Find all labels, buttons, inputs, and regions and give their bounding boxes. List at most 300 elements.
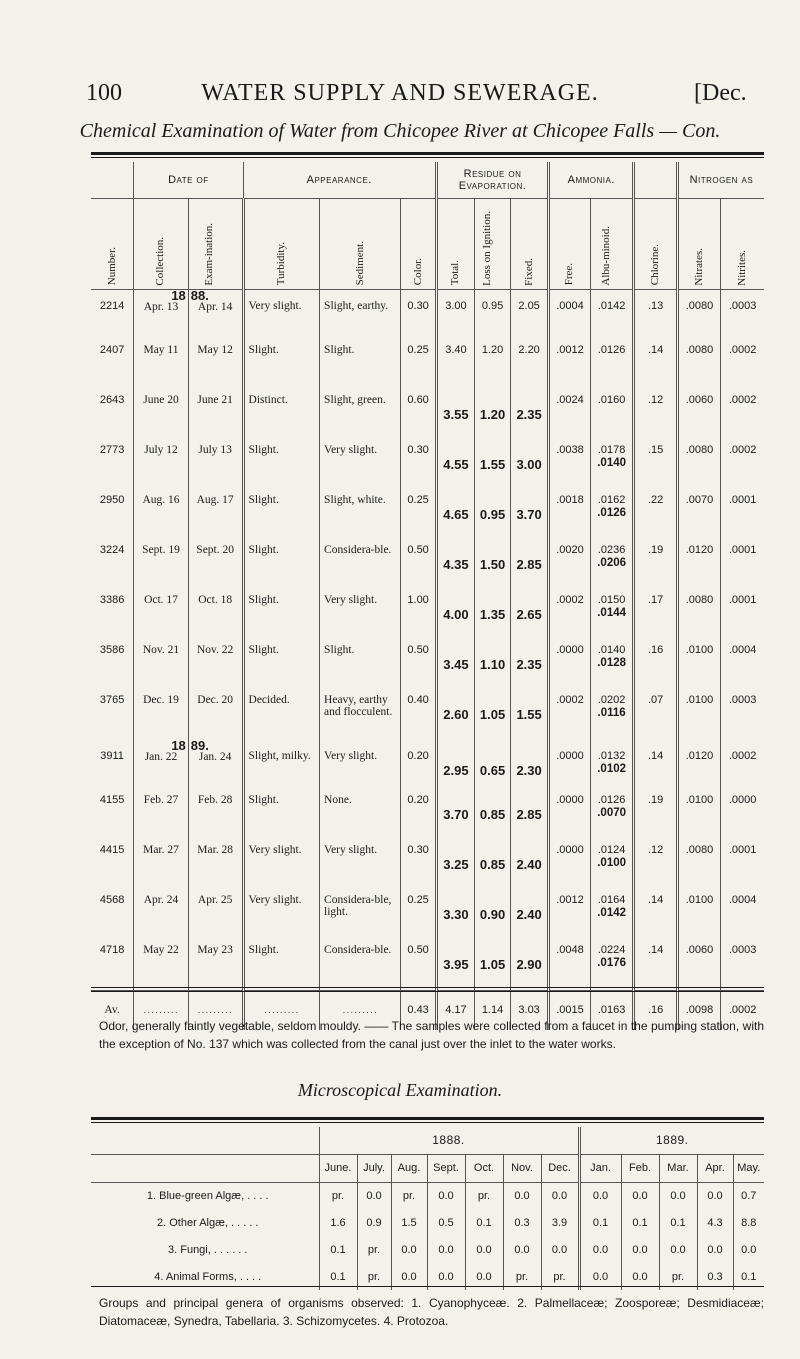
cell-nitri: .0001 (728, 593, 757, 606)
cell-free: .0002 (556, 593, 584, 606)
cell-chl: .13 (647, 299, 664, 312)
col-color: Color. (411, 258, 424, 286)
cell-turb: Slight. (248, 343, 279, 356)
cell-loss: 1.35 (479, 606, 506, 622)
cell-chl: .19 (647, 543, 664, 556)
cell-nitra: .0070 (685, 493, 714, 506)
cell-color: 0.50 (407, 943, 429, 956)
micro-cell: pr. (319, 1182, 357, 1209)
micro-cell: 0.0 (541, 1236, 579, 1263)
cell-nitra: .0100 (685, 693, 714, 706)
table-title: Chemical Examination of Water from Chicopee River at Chicopee Falls — Con. (79, 120, 721, 142)
col-loss: Loss on Ignition. (480, 210, 493, 286)
micro-cell: 0.7 (733, 1182, 764, 1209)
cell-total: 3.95 (443, 956, 469, 972)
micro-cell: 0.0 (621, 1263, 659, 1290)
cell-total: 3.45 (443, 656, 469, 672)
sampling-note: Odor, generally faintly vegetable, seldom mouldy. —— The samples were collected from a faucet in the pumping station, with the exception of No. 137 which was collected from the canal just over the inlet to the water works. (99, 1019, 764, 1051)
top-rule (91, 152, 764, 155)
cell-free: .0000 (556, 749, 584, 762)
micro-row-label: 4. Animal Forms, . . . . (154, 1270, 262, 1283)
cell-coll: Feb. 27 (143, 793, 179, 806)
cell-nitra: .0120 (685, 749, 714, 762)
micro-cell: 0.1 (659, 1209, 697, 1236)
table-row (91, 590, 764, 640)
cell-free: .0002 (556, 693, 584, 706)
cell-coll: May 22 (143, 943, 179, 956)
year-mark: 18 (171, 737, 186, 753)
cell-alb: .0178 (597, 443, 626, 456)
cell-alb-second: .0176 (597, 956, 627, 969)
cell-alb-second: .0144 (597, 606, 627, 619)
cell-turb: Slight. (248, 643, 279, 656)
micro-cell: pr. (357, 1236, 391, 1263)
cell-sed: None. (324, 793, 352, 806)
cell-turb: Slight. (248, 493, 279, 506)
cell-num: 4718 (99, 943, 125, 956)
cell-alb: .0164 (597, 893, 626, 906)
micro-cell: 0.0 (659, 1236, 697, 1263)
cell-chl: .14 (647, 943, 664, 956)
cell-num: 2643 (99, 393, 125, 406)
cell-sed: Heavy, earthy and flocculent. (324, 693, 393, 718)
cell-turb: Distinct. (248, 393, 288, 406)
cell-alb-second: .0206 (597, 556, 627, 569)
cell-loss: 0.90 (479, 906, 506, 922)
micro-cell: 0.0 (427, 1263, 465, 1290)
micro-row (91, 1236, 764, 1263)
cell-total: 3.55 (443, 406, 469, 422)
micro-cell: 0.0 (579, 1263, 621, 1290)
cell-color: 0.25 (407, 893, 429, 906)
cell-nitra: .0100 (685, 793, 714, 806)
cell-turb: Slight, milky. (248, 749, 311, 762)
micro-month: Mar. (659, 1154, 697, 1182)
year-mark: 89. (190, 737, 209, 753)
micro-year-1888: 1888. (319, 1127, 579, 1154)
cell-coll: Nov. 21 (142, 643, 180, 656)
micro-cell: 0.0 (733, 1236, 764, 1263)
micro-cell: pr. (391, 1182, 427, 1209)
cell-alb: .0236 (597, 543, 626, 556)
cell-nitra: .0100 (685, 643, 714, 656)
col-examination: Exam-ination. (203, 222, 216, 286)
cell-coll: Mar. 27 (143, 843, 179, 856)
cell-turb: Slight. (248, 793, 279, 806)
header-appearance: Appearance. (243, 162, 436, 198)
micro-cell: 0.0 (697, 1236, 733, 1263)
cell-nitri: .0002 (728, 343, 757, 356)
cell-color: 0.60 (407, 393, 429, 406)
micro-cell: 4.3 (697, 1209, 733, 1236)
cell-loss: 1.55 (479, 456, 506, 472)
cell-sed: Considera-ble, light. (324, 893, 392, 918)
col-turbidity: Turbidity. (275, 242, 288, 286)
cell-num: 2773 (99, 443, 125, 456)
cell-coll: Sept. 19 (142, 543, 180, 556)
cell-alb-second: .0070 (597, 806, 627, 819)
micro-month: Nov. (503, 1154, 541, 1182)
cell-turb: Very slight. (248, 299, 302, 312)
cell-alb: .0162 (597, 493, 626, 506)
cell-exam: Apr. 25 (197, 893, 233, 906)
cell-nitra: .0060 (685, 393, 714, 406)
table-row (91, 740, 764, 790)
micro-cell: 8.8 (733, 1209, 764, 1236)
cell-free: .0000 (556, 843, 584, 856)
cell-chl: .12 (647, 843, 664, 856)
cell-loss: 1.10 (479, 656, 506, 672)
table-row (91, 390, 764, 440)
cell-color: 0.20 (407, 749, 429, 762)
cell-color: 1.00 (407, 593, 429, 606)
micro-month: Aug. (391, 1154, 427, 1182)
header-nitrogen: Nitrogen as (677, 162, 764, 198)
table-row (91, 440, 764, 490)
micro-month: May. (733, 1154, 764, 1182)
avg-loss: 1.14 (481, 1004, 504, 1017)
cell-nitra: .0080 (685, 343, 714, 356)
micro-cell: 0.0 (579, 1182, 621, 1209)
micro-cell: 0.0 (391, 1236, 427, 1263)
cell-free: .0038 (556, 443, 584, 456)
cell-coll: Apr. 24 (143, 893, 179, 906)
micro-month: Dec. (541, 1154, 579, 1182)
cell-exam: Apr. 14 (197, 300, 233, 313)
cell-num: 3586 (99, 643, 125, 656)
cell-exam: June 21 (197, 393, 233, 406)
cell-num: 3386 (99, 593, 125, 606)
cell-total: 4.65 (443, 506, 469, 522)
cell-fixed: 3.00 (516, 456, 542, 472)
cell-free: .0048 (556, 943, 584, 956)
col-albuminoid: Albu-minoid. (599, 225, 612, 286)
cell-coll: Aug. 16 (142, 493, 180, 506)
cell-alb: .0124 (597, 843, 626, 856)
cell-alb-second: .0140 (597, 456, 627, 469)
micro-cell: 0.0 (621, 1236, 659, 1263)
cell-chl: .12 (647, 393, 664, 406)
cell-free: .0012 (556, 343, 584, 356)
micro-month: July. (357, 1154, 391, 1182)
cell-fixed: 2.40 (516, 856, 542, 872)
avg-alb: .0163 (597, 1004, 626, 1017)
cell-coll: Oct. 17 (144, 593, 178, 606)
cell-total: 4.35 (443, 556, 469, 572)
avg-color: 0.43 (407, 1004, 429, 1017)
cell-total: 3.40 (445, 343, 467, 356)
micro-cell: 0.0 (621, 1182, 659, 1209)
micro-cell: 0.0 (427, 1236, 465, 1263)
micro-month: June. (319, 1154, 357, 1182)
cell-loss: 1.20 (479, 406, 506, 422)
cell-sed: Very slight. (324, 593, 378, 606)
col-collection: Collection. (154, 236, 167, 286)
cell-exam: May 23 (197, 943, 233, 956)
cell-nitra: .0080 (685, 843, 714, 856)
cell-loss: 0.95 (479, 506, 506, 522)
cell-fixed: 2.40 (516, 906, 542, 922)
cell-chl: .17 (647, 593, 664, 606)
cell-nitra: .0100 (685, 893, 714, 906)
cell-chl: .14 (647, 893, 664, 906)
cell-nitra: .0080 (685, 443, 714, 456)
cell-alb-second: .0102 (597, 762, 627, 775)
micro-cell: 0.0 (541, 1182, 579, 1209)
header-date-of: Date of (134, 162, 243, 198)
table-row (91, 790, 764, 840)
table-row (91, 890, 764, 940)
cell-exam: Mar. 28 (197, 843, 234, 856)
micro-cell: 0.0 (465, 1236, 503, 1263)
cell-color: 0.30 (407, 843, 429, 856)
cell-alb-second: .0128 (597, 656, 627, 669)
cell-coll: June 20 (143, 393, 179, 406)
cell-alb: .0150 (597, 593, 626, 606)
cell-alb-second: .0126 (597, 506, 627, 519)
cell-color: 0.25 (407, 343, 429, 356)
cell-num: 4155 (99, 793, 125, 806)
cell-coll: Apr. 13 (143, 300, 179, 313)
cell-free: .0000 (556, 793, 584, 806)
avg-chl: .16 (647, 1004, 664, 1017)
micro-cell: 0.0 (503, 1236, 541, 1263)
cell-free: .0020 (556, 543, 584, 556)
cell-free: .0012 (556, 893, 584, 906)
micro-cell: 0.0 (659, 1182, 697, 1209)
cell-coll: July 12 (144, 443, 178, 456)
cell-chl: .19 (647, 793, 664, 806)
cell-nitra: .0060 (685, 943, 714, 956)
leader-dots: ......... (188, 990, 243, 1030)
cell-total: 3.70 (443, 806, 469, 822)
cell-color: 0.20 (407, 793, 429, 806)
micro-cell: 1.6 (319, 1209, 357, 1236)
cell-sed: Slight. (324, 643, 355, 656)
cell-color: 0.30 (407, 443, 429, 456)
micro-row-label: 3. Fungi, . . . . . . (168, 1243, 248, 1256)
avg-nitra: .0098 (685, 1004, 714, 1017)
cell-alb: .0126 (597, 793, 626, 806)
micro-month: Sept. (427, 1154, 465, 1182)
col-nitrates: Nitrates. (692, 247, 705, 286)
micro-cell: pr. (465, 1182, 503, 1209)
micro-cell: 0.9 (357, 1209, 391, 1236)
cell-sed: Slight, white. (324, 493, 386, 506)
cell-exam: Nov. 22 (196, 643, 234, 656)
cell-color: 0.50 (407, 643, 429, 656)
cell-chl: .15 (647, 443, 664, 456)
cell-turb: Decided. (248, 693, 290, 706)
cell-exam: Feb. 28 (197, 793, 233, 806)
cell-fixed: 2.85 (516, 806, 542, 822)
cell-turb: Very slight. (248, 893, 302, 906)
cell-nitri: .0002 (728, 443, 757, 456)
chemical-table (91, 162, 764, 1030)
cell-nitra: .0080 (685, 593, 714, 606)
micro-cell: 3.9 (541, 1209, 579, 1236)
micro-cell: 0.0 (357, 1182, 391, 1209)
cell-sed: Slight. (324, 343, 355, 356)
micro-row-label: 1. Blue-green Algæ, . . . . (146, 1189, 269, 1202)
micro-cell: 0.1 (621, 1209, 659, 1236)
col-chlorine: Chlorine. (649, 244, 662, 286)
cell-turb: Slight. (248, 943, 279, 956)
micro-row (91, 1209, 764, 1236)
cell-fixed: 3.70 (516, 506, 542, 522)
cell-alb: .0132 (597, 749, 626, 762)
micro-cell: 0.0 (503, 1182, 541, 1209)
cell-total: 4.00 (443, 606, 469, 622)
table-row (91, 340, 764, 390)
year-mark: 18 (171, 287, 186, 303)
cell-exam: Jan. 24 (198, 750, 232, 763)
micro-cell: 0.0 (697, 1182, 733, 1209)
cell-nitri: .0002 (728, 393, 757, 406)
cell-loss: 1.50 (479, 556, 506, 572)
cell-loss: 1.05 (479, 706, 506, 722)
table-row (91, 540, 764, 590)
year-mark: 88. (190, 287, 209, 303)
top-rule-thin (91, 157, 764, 158)
cell-nitra: .0080 (685, 299, 714, 312)
cell-exam: May 12 (197, 343, 233, 356)
cell-sed: Slight, earthy. (324, 299, 389, 312)
page-number: 100 (86, 80, 122, 106)
cell-turb: Very slight. (248, 843, 302, 856)
cell-fixed: 2.35 (516, 656, 542, 672)
cell-chl: .16 (647, 643, 664, 656)
cell-alb-second: .0142 (597, 906, 627, 919)
cell-chl: .14 (647, 749, 664, 762)
cell-total: 2.95 (443, 762, 469, 778)
cell-fixed: 2.85 (516, 556, 542, 572)
cell-num: 3765 (99, 693, 125, 706)
micro-row-label: 2. Other Algæ, . . . . . (157, 1216, 259, 1229)
cell-nitri: .0001 (728, 543, 757, 556)
cell-nitra: .0120 (685, 543, 714, 556)
cell-free: .0024 (556, 393, 584, 406)
cell-sed: Considera-ble. (324, 943, 392, 956)
table-row (91, 690, 764, 740)
micro-cell: 0.1 (465, 1209, 503, 1236)
cell-loss: 0.85 (479, 856, 506, 872)
cell-fixed: 2.90 (516, 956, 542, 972)
cell-nitri: .0004 (728, 643, 757, 656)
cell-coll: Jan. 22 (144, 750, 178, 763)
micro-top-rule-thin (91, 1122, 764, 1123)
cell-color: 0.50 (407, 543, 429, 556)
col-fixed: Fixed. (522, 257, 535, 286)
cell-alb: .0142 (597, 299, 626, 312)
cell-total: 4.55 (443, 456, 469, 472)
micro-top-rule (91, 1117, 764, 1120)
micro-cell: 0.0 (465, 1263, 503, 1290)
running-title: WATER SUPPLY AND SEWERAGE. (201, 80, 599, 106)
cell-color: 0.40 (407, 693, 429, 706)
table-bottom-rule-2 (91, 991, 764, 992)
cell-color: 0.30 (407, 299, 429, 312)
cell-chl: .22 (647, 493, 664, 506)
cell-chl: .14 (647, 343, 664, 356)
col-sediment: Sediment. (353, 241, 366, 286)
table-row (91, 640, 764, 690)
table-row (91, 840, 764, 890)
leader-dots: ......... (134, 990, 189, 1030)
avg-nitri: .0002 (728, 1004, 757, 1017)
cell-num: 4415 (99, 843, 125, 856)
micro-month: Jan. (579, 1154, 621, 1182)
cell-alb: .0140 (597, 643, 626, 656)
micro-cell: pr. (541, 1263, 579, 1290)
micro-cell: 0.1 (733, 1263, 764, 1290)
micro-year-1889: 1889. (579, 1127, 764, 1154)
cell-sed: Very slight. (324, 749, 378, 762)
micro-month: Feb. (621, 1154, 659, 1182)
header-ammonia: Ammonia. (549, 162, 634, 198)
cell-nitri: .0000 (728, 793, 757, 806)
cell-sed: Slight, green. (324, 393, 386, 406)
cell-alb-second: .0100 (597, 856, 627, 869)
cell-free: .0004 (556, 299, 584, 312)
micro-cell: 0.5 (427, 1209, 465, 1236)
micro-title: Microscopical Examination. (297, 1080, 503, 1100)
table-row (91, 940, 764, 991)
cell-nitri: .0003 (728, 943, 757, 956)
cell-total: 3.25 (443, 856, 469, 872)
cell-total: 2.60 (443, 706, 469, 722)
cell-fixed: 2.30 (516, 762, 542, 778)
cell-nitri: .0004 (728, 893, 757, 906)
cell-turb: Slight. (248, 593, 279, 606)
micro-cell: 0.3 (503, 1209, 541, 1236)
micro-month: Apr. (697, 1154, 733, 1182)
cell-coll: Dec. 19 (143, 693, 179, 706)
cell-total: 3.30 (443, 906, 469, 922)
cell-num: 2407 (99, 343, 125, 356)
micro-cell: 0.0 (579, 1236, 621, 1263)
table-bottom-rule (91, 987, 764, 988)
cell-coll: May 11 (143, 343, 179, 356)
cell-num: 4568 (99, 893, 125, 906)
cell-exam: Oct. 18 (198, 593, 233, 606)
cell-alb: .0160 (597, 393, 626, 406)
col-number: Number. (105, 247, 118, 286)
micro-cell: 1.5 (391, 1209, 427, 1236)
cell-nitri: .0001 (728, 493, 757, 506)
cell-num: 3911 (100, 749, 124, 762)
micro-cell: pr. (357, 1263, 391, 1290)
cell-num: 3224 (99, 543, 125, 556)
cell-free: .0018 (556, 493, 584, 506)
avg-free: .0015 (556, 1004, 584, 1017)
cell-total: 3.00 (445, 299, 467, 312)
cell-turb: Slight. (248, 443, 279, 456)
col-nitrites: Nitrites. (736, 249, 749, 286)
microscopical-table (91, 1127, 764, 1290)
cell-fixed: 2.35 (516, 406, 542, 422)
cell-exam: July 13 (198, 443, 232, 456)
running-month: [Dec. (694, 80, 747, 106)
cell-alb: .0224 (597, 943, 626, 956)
micro-cell: pr. (659, 1263, 697, 1290)
organism-groups: Groups and principal genera of organisms observed: 1. Cyanophyceæ. 2. Palmellaceæ; Zoosporeæ; Desmidiaceæ; Diatomaceæ, Synedra, Tabellaria. 3. Schizomycetes. 4. Protozoa. (99, 1296, 764, 1328)
cell-alb-second: .0116 (597, 706, 626, 719)
cell-chl: .07 (647, 693, 664, 706)
cell-loss: 0.95 (481, 299, 504, 312)
micro-month: Oct. (465, 1154, 503, 1182)
leader-dots: ......... (320, 990, 401, 1030)
